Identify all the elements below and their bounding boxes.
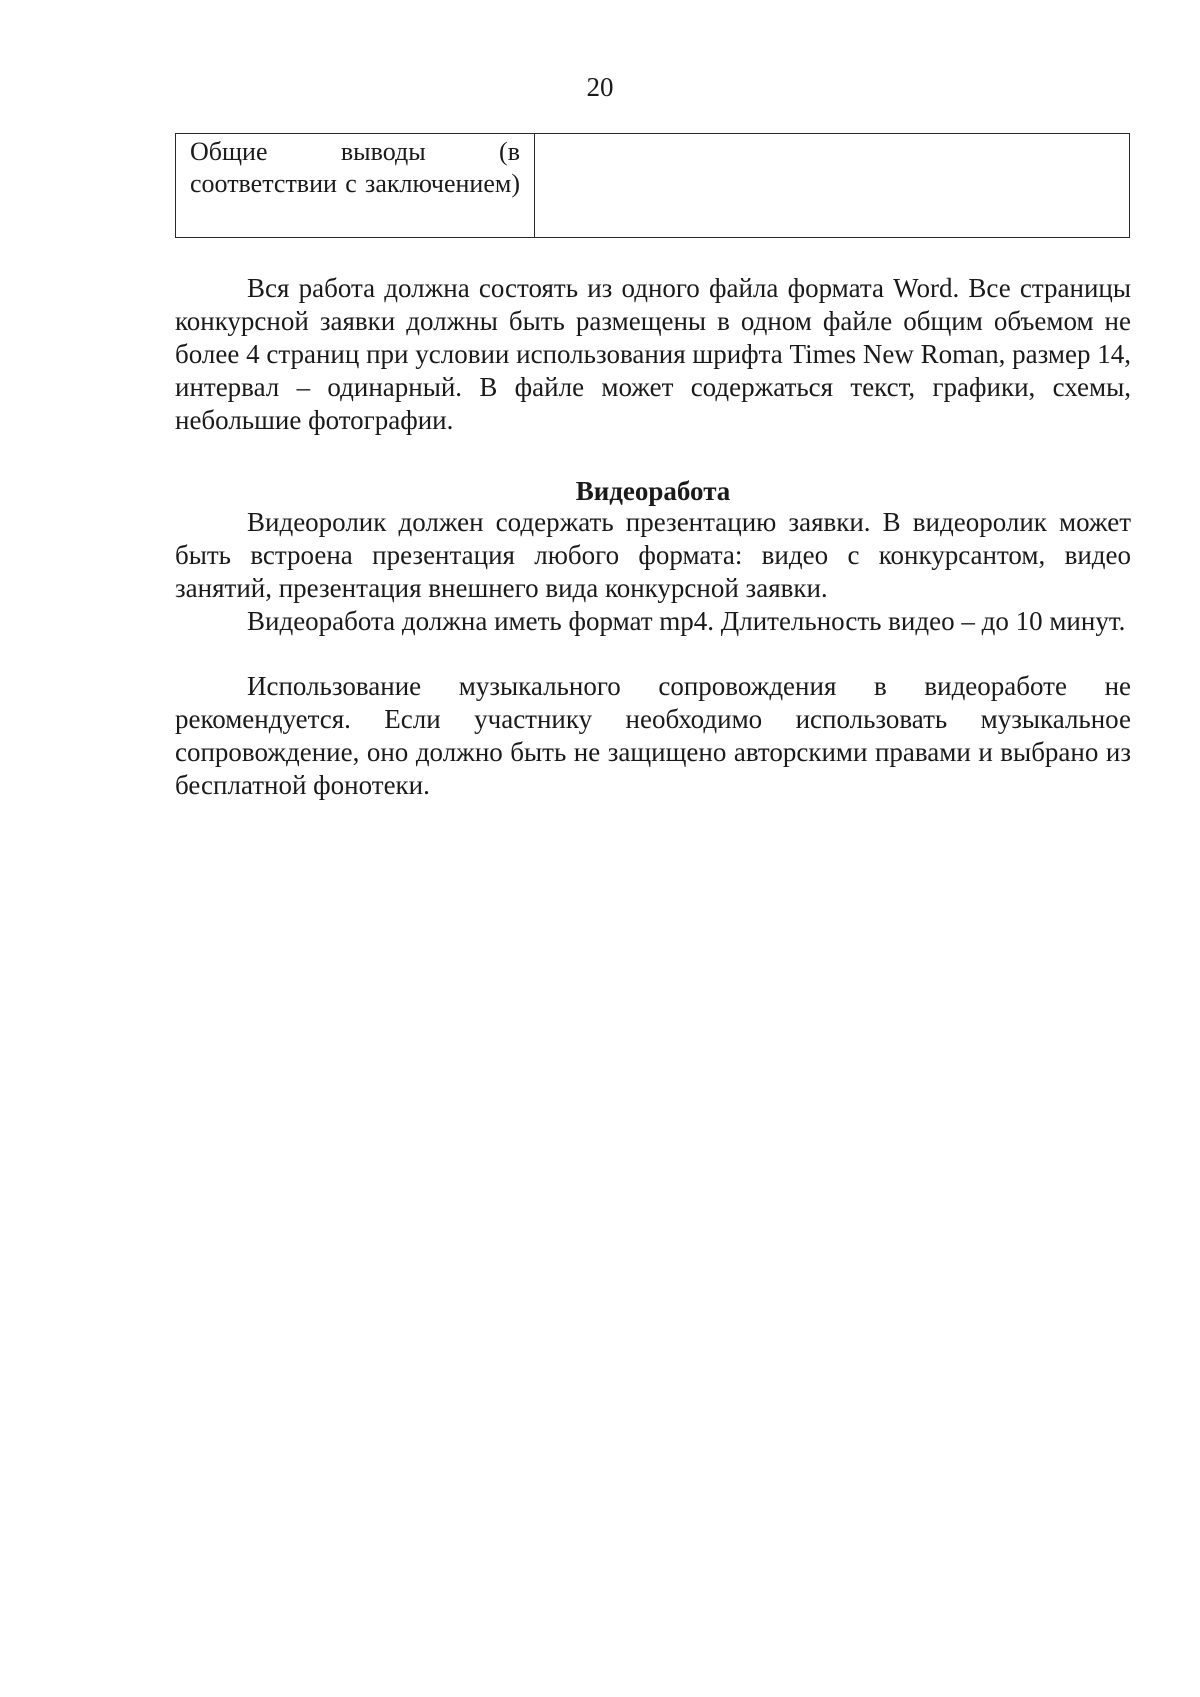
- paragraph-music: Использование музыкального сопровождения в видеоработе не рекомендуется. Если участнику необходимо использовать музыкальное сопровождение, оно должно быть не защищено авторскими правами и выбрано из бесплатной фонотеки.: [175, 671, 1131, 800]
- table-value-cell: [535, 134, 1130, 238]
- paragraph-file-requirements: Вся работа должна состоять из одного файла формата Word. Все страницы конкурсной заявки должны быть размещены в одном файле общим объемом не более 4 страниц при условии использования шрифта Times New Roman, размер 14, интервал – одинарный. В файле может содержаться текст, графики, схемы, небольшие фотографии.: [175, 273, 1131, 435]
- summary-table: [175, 133, 1130, 238]
- table-label-cell: [176, 134, 535, 238]
- section-heading-video: Видеоработа: [575, 476, 731, 506]
- page-number: 20: [586, 72, 614, 102]
- table-row: [176, 134, 1130, 238]
- table-label-text: Общие выводы (в соответствии с заключением): [190, 137, 520, 198]
- paragraph-video-format: Видеоработа должна иметь формат mp4. Длительность видео – до 10 минут.: [247, 606, 1126, 636]
- paragraph-video-content: Видеоролик должен содержать презентацию заявки. В видеоролик может быть встроена презентация любого формата: видео с конкурсантом, видео занятий, презентация внешнего вида конкурсной заявки.: [175, 507, 1131, 603]
